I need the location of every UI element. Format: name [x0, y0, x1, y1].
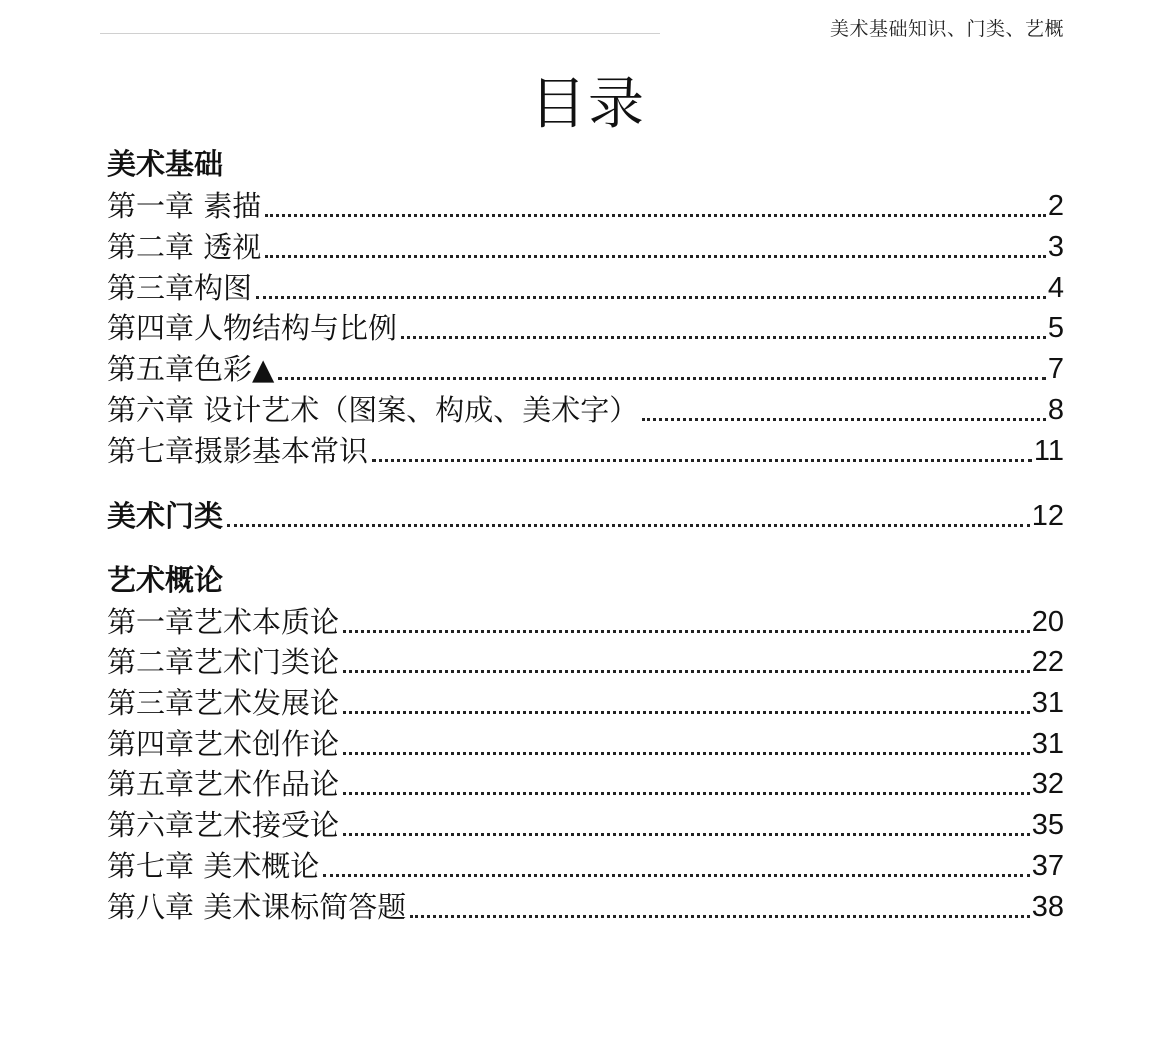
dot-leader	[343, 670, 1030, 673]
toc-entry[interactable]	[107, 388, 1064, 428]
toc-entry[interactable]	[107, 600, 1064, 640]
dot-leader	[265, 214, 1046, 217]
toc-entry-page: 3	[1047, 231, 1064, 263]
dot-leader	[401, 336, 1046, 339]
header-rule	[100, 33, 660, 34]
toc-entry-page: 4	[1047, 272, 1064, 304]
toc-entry[interactable]	[107, 266, 1064, 306]
toc-entry-label: 第三章构图	[107, 271, 253, 305]
toc-entry[interactable]	[107, 681, 1064, 721]
toc-entry-page: 2	[1047, 190, 1064, 222]
toc-entry-page: 20	[1031, 606, 1064, 638]
toc-entry-label: 第一章 素描	[107, 189, 262, 223]
section-heading-art-theory: 艺术概论	[107, 563, 224, 597]
toc-entry[interactable]	[107, 885, 1064, 925]
toc-entry[interactable]	[107, 306, 1064, 346]
toc-entry-page: 7	[1047, 353, 1064, 385]
toc-entry-page: 22	[1031, 646, 1064, 678]
toc-entry-label: 第七章摄影基本常识	[107, 434, 369, 468]
toc-entry[interactable]	[107, 803, 1064, 843]
page-title: 目录	[530, 72, 646, 137]
dot-leader	[343, 630, 1030, 633]
dot-leader	[343, 833, 1030, 836]
toc-entry-label: 第一章艺术本质论	[107, 605, 340, 639]
toc-entry-label: 第六章艺术接受论	[107, 808, 340, 842]
dot-leader	[265, 255, 1046, 258]
toc-entry-label: 第四章人物结构与比例	[107, 311, 398, 345]
toc-entry-page: 12	[1031, 500, 1064, 532]
toc-entry[interactable]	[107, 429, 1064, 469]
toc-entry-label: 第三章艺术发展论	[107, 686, 340, 720]
dot-leader	[343, 711, 1030, 714]
running-header: 美术基础知识、门类、艺概	[829, 18, 1064, 40]
toc-entry[interactable]	[107, 722, 1064, 762]
toc-entry-page: 32	[1031, 768, 1064, 800]
dot-leader	[642, 418, 1046, 421]
toc-entry-label: 第四章艺术创作论	[107, 727, 340, 761]
toc-entry-label: 美术门类	[107, 499, 224, 533]
toc-entry-page: 31	[1031, 687, 1064, 719]
toc-entry-page: 11	[1033, 435, 1064, 467]
toc-entry-page: 5	[1047, 312, 1064, 344]
dot-leader	[343, 752, 1030, 755]
toc-entry-page: 31	[1031, 728, 1064, 760]
section-heading-art-basics: 美术基础	[107, 147, 224, 181]
toc-entry[interactable]	[107, 225, 1064, 265]
dot-leader	[343, 792, 1030, 795]
toc-entry[interactable]	[107, 184, 1064, 224]
toc-entry[interactable]	[107, 762, 1064, 802]
toc-entry-page: 35	[1031, 809, 1064, 841]
dot-leader	[256, 296, 1046, 299]
dot-leader	[227, 524, 1030, 527]
toc-entry-page: 38	[1031, 891, 1064, 923]
dot-leader	[372, 459, 1032, 462]
toc-entry[interactable]	[107, 844, 1064, 884]
toc-entry-label: 第七章 美术概论	[107, 849, 320, 883]
toc-entry-label: 第八章 美术课标简答题	[107, 890, 407, 924]
toc-entry-page: 8	[1047, 394, 1064, 426]
toc-entry[interactable]	[107, 347, 1064, 387]
dot-leader	[278, 377, 1046, 380]
dot-leader	[410, 915, 1030, 918]
toc-entry-label: 第二章艺术门类论	[107, 645, 340, 679]
toc-entry-page: 37	[1031, 850, 1064, 882]
dot-leader	[323, 874, 1030, 877]
toc-entry-label: 第二章 透视	[107, 230, 262, 264]
toc-entry-label: 第六章 设计艺术（图案、构成、美术字）	[107, 393, 639, 427]
toc-entry-art-categories[interactable]	[107, 494, 1064, 534]
toc-entry-label: 第五章色彩▲	[107, 352, 275, 386]
toc-entry-label: 第五章艺术作品论	[107, 767, 340, 801]
toc-entry[interactable]	[107, 640, 1064, 680]
